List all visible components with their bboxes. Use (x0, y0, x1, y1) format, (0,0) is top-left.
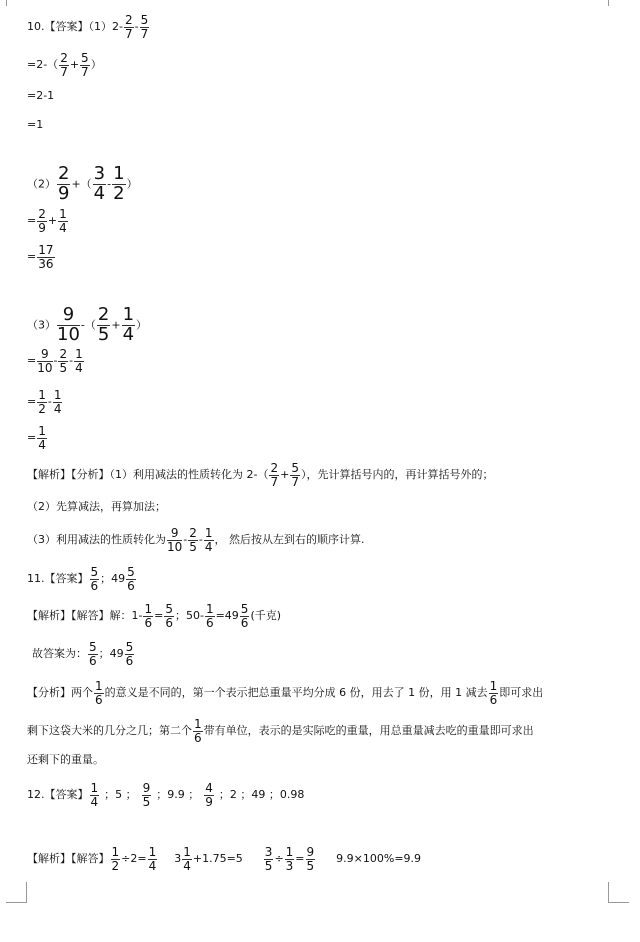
solution-text: =49 (215, 609, 239, 623)
expr-text: 9.9×100%=9.9 (336, 852, 422, 866)
corner-mark-top-left (6, 0, 7, 6)
fraction: $\frac{1}{2}$ (38, 388, 46, 416)
analysis-text: ， 然后按从左到右的顺序计算. (214, 533, 365, 547)
q11-final-line (32, 641, 135, 667)
expr-text: +1.75=5 (192, 852, 243, 866)
q10-p1-step3: =1 (27, 118, 44, 131)
fraction: $\frac{1}{2}$ (113, 163, 125, 204)
fraction: $\frac{1}{2}$ (111, 845, 120, 873)
fraction: $\frac{1}{4}$ (38, 424, 46, 452)
q12-header: 12.【答案】 (27, 788, 89, 802)
q10-p1-step1 (27, 52, 102, 78)
answer-text: ；5 ； (104, 788, 137, 802)
q10-p3-step3 (27, 425, 48, 451)
q10-p3-step1 (27, 348, 85, 374)
corner-mark-bottom-right (608, 882, 629, 903)
q10-p3-step2 (27, 389, 63, 415)
q11-analysis-line3: 还剩下的重量。 (27, 753, 104, 766)
fraction: $\frac{1}{6}$ (205, 602, 214, 630)
analysis-text: 【解析】【分析】（1）利用减法的性质转化为 2-（ (27, 468, 269, 482)
fraction: $\frac{1}{4}$ (204, 526, 213, 554)
answer-text: ；2 ；49 ；0.98 (218, 788, 305, 802)
fraction: $\frac{1}{6}$ (144, 602, 153, 630)
fraction: $\frac{9}{5}$ (306, 845, 315, 873)
fraction: $\frac{5}{6}$ (125, 640, 134, 668)
analysis-text: 剩下这袋大米的几分之几；第二个 (27, 724, 192, 738)
q10-p2-expr (27, 165, 138, 204)
fraction: $\frac{3}{4}$ (93, 163, 106, 204)
fraction: $\frac{2}{5}$ (189, 526, 197, 554)
analysis-text: 的意义是不同的，第一个表示把总重量平均分成 6 份，用去了 1 份，用 1 减去 (104, 686, 488, 700)
fraction: $\frac{1}{4}$ (122, 304, 135, 345)
fraction: $\frac{9}{5}$ (142, 781, 151, 809)
q10-p3-expr (27, 306, 147, 345)
operator: + (280, 468, 290, 482)
part-label: （2） (27, 177, 56, 191)
operator: - (69, 354, 74, 368)
fraction: $\frac{9}{10}$ (37, 347, 53, 375)
fraction: $\frac{5}{6}$ (165, 602, 173, 630)
operator: = (27, 214, 37, 228)
q10-analysis-line2: （2）先算减法，再算加法； (27, 500, 166, 513)
q12-solution-line (27, 846, 421, 872)
final-text: 故答案为： (32, 647, 87, 661)
fraction: $\frac{1}{3}$ (285, 845, 294, 873)
fraction: $\frac{3}{5}$ (264, 845, 273, 873)
q11-analysis-line1 (27, 680, 543, 706)
q10-answer-line (27, 14, 150, 40)
fraction: $\frac{9}{10}$ (57, 304, 80, 345)
analysis-text: 即可求出 (499, 686, 544, 700)
fraction: $\frac{2}{7}$ (60, 51, 68, 79)
fraction: $\frac{5}{7}$ (140, 13, 149, 41)
fraction: $\frac{17}{36}$ (38, 243, 54, 271)
q10-p1-step2: =2-1 (27, 89, 55, 102)
analysis-text: 带有单位，表示的是实际吃的重量，用总重量减去吃的重量即可求出 (203, 724, 534, 738)
operator: + (69, 58, 80, 72)
analysis-text: （3）利用减法的性质转化为 (27, 533, 166, 547)
expr-text: ） (90, 58, 102, 72)
operator: - (134, 20, 139, 34)
fraction: $\frac{1}{6}$ (95, 679, 103, 707)
q10-header: 10.【答案】（1）2- (27, 20, 123, 34)
whole-number: 3 (174, 852, 182, 866)
operator: - (183, 533, 188, 547)
q11-analysis-line2 (27, 718, 534, 744)
answer-text: ；9.9 ； (156, 788, 200, 802)
fraction: $\frac{1}{6}$ (194, 717, 202, 745)
answer-text: ；49 (100, 572, 126, 586)
fraction: $\frac{2}{5}$ (59, 347, 68, 375)
fraction: $\frac{1}{4}$ (59, 207, 67, 235)
analysis-text: ），先计算括号内的，再计算括号外的； (300, 468, 494, 482)
fraction: $\frac{4}{9}$ (205, 781, 213, 809)
operator: ÷ (274, 852, 284, 866)
fraction: $\frac{1}{6}$ (489, 679, 498, 707)
fraction: $\frac{2}{7}$ (270, 461, 279, 489)
solution-text: 【解析】【解答】 (27, 852, 110, 866)
fraction: $\frac{5}{6}$ (89, 640, 97, 668)
fraction: $\frac{2}{9}$ (38, 207, 46, 235)
operator: - (47, 395, 52, 409)
operator: - (107, 177, 112, 191)
operator: ） (136, 318, 148, 332)
fraction: $\frac{1}{4}$ (90, 781, 99, 809)
operator: = (27, 354, 37, 368)
fraction: $\frac{2}{9}$ (58, 163, 70, 204)
operator: + (47, 214, 58, 228)
fraction: $\frac{1}{4}$ (53, 388, 62, 416)
fraction: $\frac{1}{4}$ (75, 347, 83, 375)
fraction: $\frac{5}{6}$ (240, 602, 249, 630)
operator: -（ (80, 318, 96, 332)
q10-p2-step1 (27, 208, 69, 234)
operator: ） (126, 177, 138, 191)
fraction: $\frac{9}{10}$ (167, 526, 183, 554)
q11-solution-line (27, 603, 281, 629)
operator: ÷2= (121, 852, 147, 866)
fraction: $\frac{2}{5}$ (97, 304, 110, 345)
part-label: （3） (27, 318, 56, 332)
operator: - (198, 533, 203, 547)
fraction: $\frac{1}{4}$ (148, 845, 157, 873)
expr-text: =2-（ (27, 58, 59, 72)
operator: = (295, 852, 305, 866)
operator: = (154, 609, 164, 623)
fraction: $\frac{1}{4}$ (183, 845, 191, 873)
fraction: $\frac{5}{6}$ (90, 565, 99, 593)
operator: - (53, 354, 58, 368)
q10-analysis-line3 (27, 527, 365, 553)
fraction: $\frac{5}{7}$ (81, 51, 89, 79)
operator: = (27, 395, 37, 409)
fraction: $\frac{5}{7}$ (291, 461, 299, 489)
q10-analysis-line1 (27, 462, 493, 488)
operator: = (27, 431, 37, 445)
q11-answer-line (27, 566, 137, 592)
q11-header: 11.【答案】 (27, 572, 89, 586)
q12-answer-line (27, 782, 304, 808)
final-text: ；49 (98, 647, 124, 661)
analysis-text: 【分析】两个 (27, 686, 93, 700)
operator: + (111, 318, 121, 332)
operator: = (27, 250, 37, 264)
operator: +（ (71, 177, 92, 191)
solution-text: 【解析】【解答】解：1- (27, 609, 143, 623)
corner-mark-bottom-left (6, 882, 27, 903)
corner-mark-top-right (608, 0, 609, 6)
fraction: $\frac{2}{7}$ (124, 13, 133, 41)
q10-p2-step2 (27, 244, 56, 270)
solution-text: ；50- (174, 609, 204, 623)
unit-text: (千克) (250, 609, 282, 623)
fraction: $\frac{5}{6}$ (127, 565, 135, 593)
